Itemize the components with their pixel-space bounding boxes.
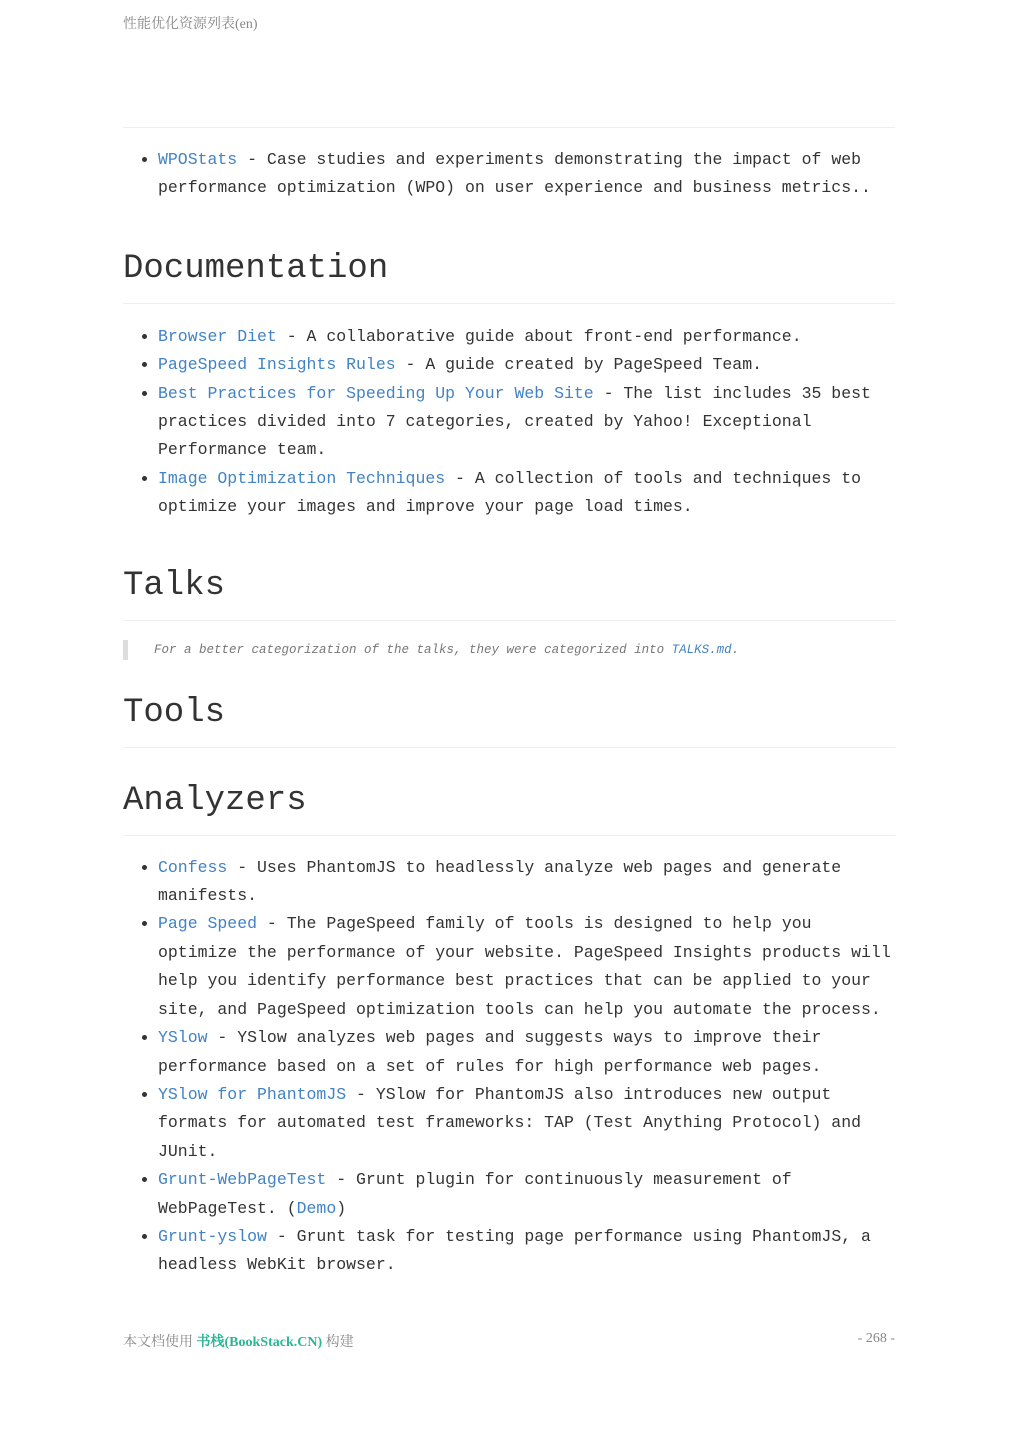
- list-item-text: - Grunt plugin for continuously measurement of WebPageTest. (: [158, 1170, 792, 1218]
- list-item: [158, 351, 895, 379]
- page-number: - 268 -: [857, 1331, 895, 1346]
- list-item-text: - The PageSpeed family of tools is designed to help you optimize the performance of your website. PageSpeed Insights products will help you identify performance best practices that can be applied to your site, and PageSpeed optimization tools can help you automate the process.: [158, 914, 891, 1019]
- intro-list: [123, 128, 895, 203]
- yslow-phantomjs-link[interactable]: YSlow for PhantomJS: [158, 1084, 347, 1104]
- analyzers-list: [123, 836, 895, 1280]
- documentation-list: [123, 304, 895, 522]
- grunt-yslow-link[interactable]: Grunt-yslow: [158, 1226, 267, 1246]
- footer-prefix: 本文档使用: [123, 1335, 197, 1350]
- list-item: [158, 323, 895, 351]
- image-optimization-link[interactable]: Image Optimization Techniques: [158, 468, 446, 488]
- list-item: [158, 1024, 895, 1081]
- list-item: [158, 1166, 895, 1223]
- yslow-link[interactable]: YSlow: [158, 1028, 208, 1048]
- list-item: [158, 465, 895, 522]
- talks-md-link[interactable]: TALKS.md: [671, 642, 732, 657]
- list-item-text: - The list includes 35 best practices divided into 7 categories, created by Yahoo! Exceptional Performance team.: [158, 383, 871, 460]
- page-speed-link[interactable]: Page Speed: [158, 914, 258, 934]
- running-header: 性能优化资源列表(en): [123, 17, 258, 32]
- list-item-text: - A collection of tools and techniques to optimize your images and improve your page load times.: [158, 468, 862, 517]
- list-item: [158, 1081, 895, 1166]
- talks-note-suffix: .: [731, 642, 740, 657]
- footer-credit: [123, 1331, 354, 1351]
- talks-note-text: For a better categorization of the talks, they were categorized into: [154, 642, 672, 657]
- list-item: [158, 1223, 895, 1280]
- list-item-text: - Grunt task for testing page performance using PhantomJS, a headless WebKit browser.: [158, 1226, 871, 1275]
- list-item: [158, 854, 895, 911]
- analyzers-heading: Analyzers: [123, 781, 895, 836]
- footer-suffix: 构建: [322, 1335, 354, 1350]
- list-item-text: - YSlow analyzes web pages and suggests ways to improve their performance based on a set of rules for high performance web pages.: [158, 1028, 822, 1076]
- browser-diet-link[interactable]: Browser Diet: [158, 326, 277, 346]
- documentation-heading: Documentation: [123, 249, 895, 304]
- list-item-text-end: ): [336, 1198, 347, 1218]
- wpostats-link[interactable]: WPOStats: [158, 150, 238, 169]
- bookstack-link[interactable]: 书栈(BookStack.CN): [196, 1335, 323, 1350]
- list-item-text: - A guide created by PageSpeed Team.: [395, 355, 763, 375]
- confess-link[interactable]: Confess: [158, 857, 228, 877]
- pagespeed-rules-link[interactable]: PageSpeed Insights Rules: [158, 355, 396, 375]
- list-item-text: - A collaborative guide about front-end performance.: [276, 326, 802, 346]
- talks-heading: Talks: [123, 566, 895, 621]
- list-item: [158, 910, 895, 1024]
- list-item-text: - Case studies and experiments demonstrating the impact of web performance optimization (WPO) on user experience and business metrics..: [158, 150, 871, 198]
- list-item-text: - YSlow for PhantomJS also introduces new output formats for automated test frameworks: TAP (Test Anything Protocol) and JUnit.: [158, 1084, 862, 1161]
- list-item: [158, 380, 895, 465]
- list-item-text: - Uses PhantomJS to headlessly analyze web pages and generate manifests.: [158, 857, 842, 906]
- tools-heading: Tools: [123, 693, 895, 748]
- best-practices-link[interactable]: Best Practices for Speeding Up Your Web Site: [158, 383, 594, 403]
- grunt-webpagetest-link[interactable]: Grunt-WebPageTest: [158, 1170, 327, 1190]
- page-content: [123, 127, 895, 1280]
- demo-link[interactable]: Demo: [296, 1198, 337, 1218]
- list-item: [158, 146, 895, 203]
- talks-note: [123, 640, 895, 660]
